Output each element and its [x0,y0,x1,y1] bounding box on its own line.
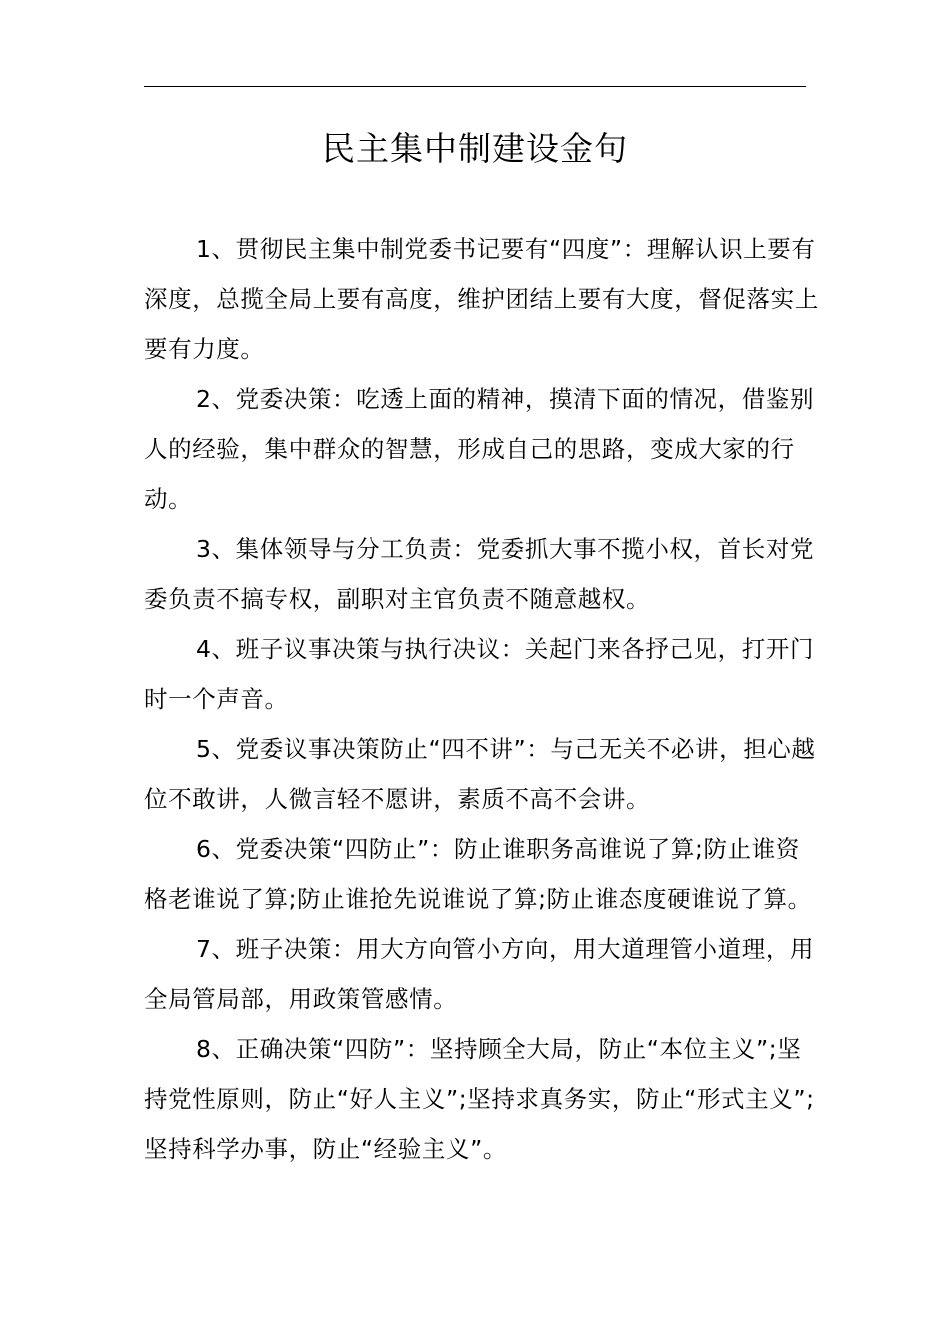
document-body [144,224,824,1174]
paragraph-4: 4、班子议事决策与执行决议：关起门来各抒己见，打开门时一个声音。 [144,635,815,713]
paragraph-8: 8、正确决策“四防”：坚持顾全大局，防止“本位主义”;坚持党性原则，防止“好人主义”;坚持求真务实，防止“形式主义”;坚持科学办事，防止“经验主义”。 [144,1035,815,1163]
paragraph-3: 3、集体领导与分工负责：党委抓大事不揽小权，首长对党委负责不搞专权，副职对主官负责不随意越权。 [144,535,815,613]
document-title: 民主集中制建设金句 [322,129,628,168]
paragraph-6: 6、党委决策“四防止”：防止谁职务高谁说了算;防止谁资格老谁说了算;防止谁抢先说谁说了算;防止谁态度硬谁说了算。 [144,835,812,913]
paragraph-2: 2、党委决策：吃透上面的精神，摸清下面的情况，借鉴别人的经验，集中群众的智慧，形成自己的思路，变成大家的行动。 [144,385,815,513]
paragraph-5: 5、党委议事决策防止“四不讲”：与己无关不必讲，担心越位不敢讲，人微言轻不愿讲，素质不高不会讲。 [144,735,816,813]
paragraph-1: 1、贯彻民主集中制党委书记要有“四度”：理解认识上要有深度，总揽全局上要有高度，维护团结上要有大度，督促落实上要有力度。 [144,235,819,363]
paragraph-7: 7、班子决策：用大方向管小方向，用大道理管小道理，用全局管局部，用政策管感情。 [144,935,815,1013]
header-rule [144,86,806,87]
